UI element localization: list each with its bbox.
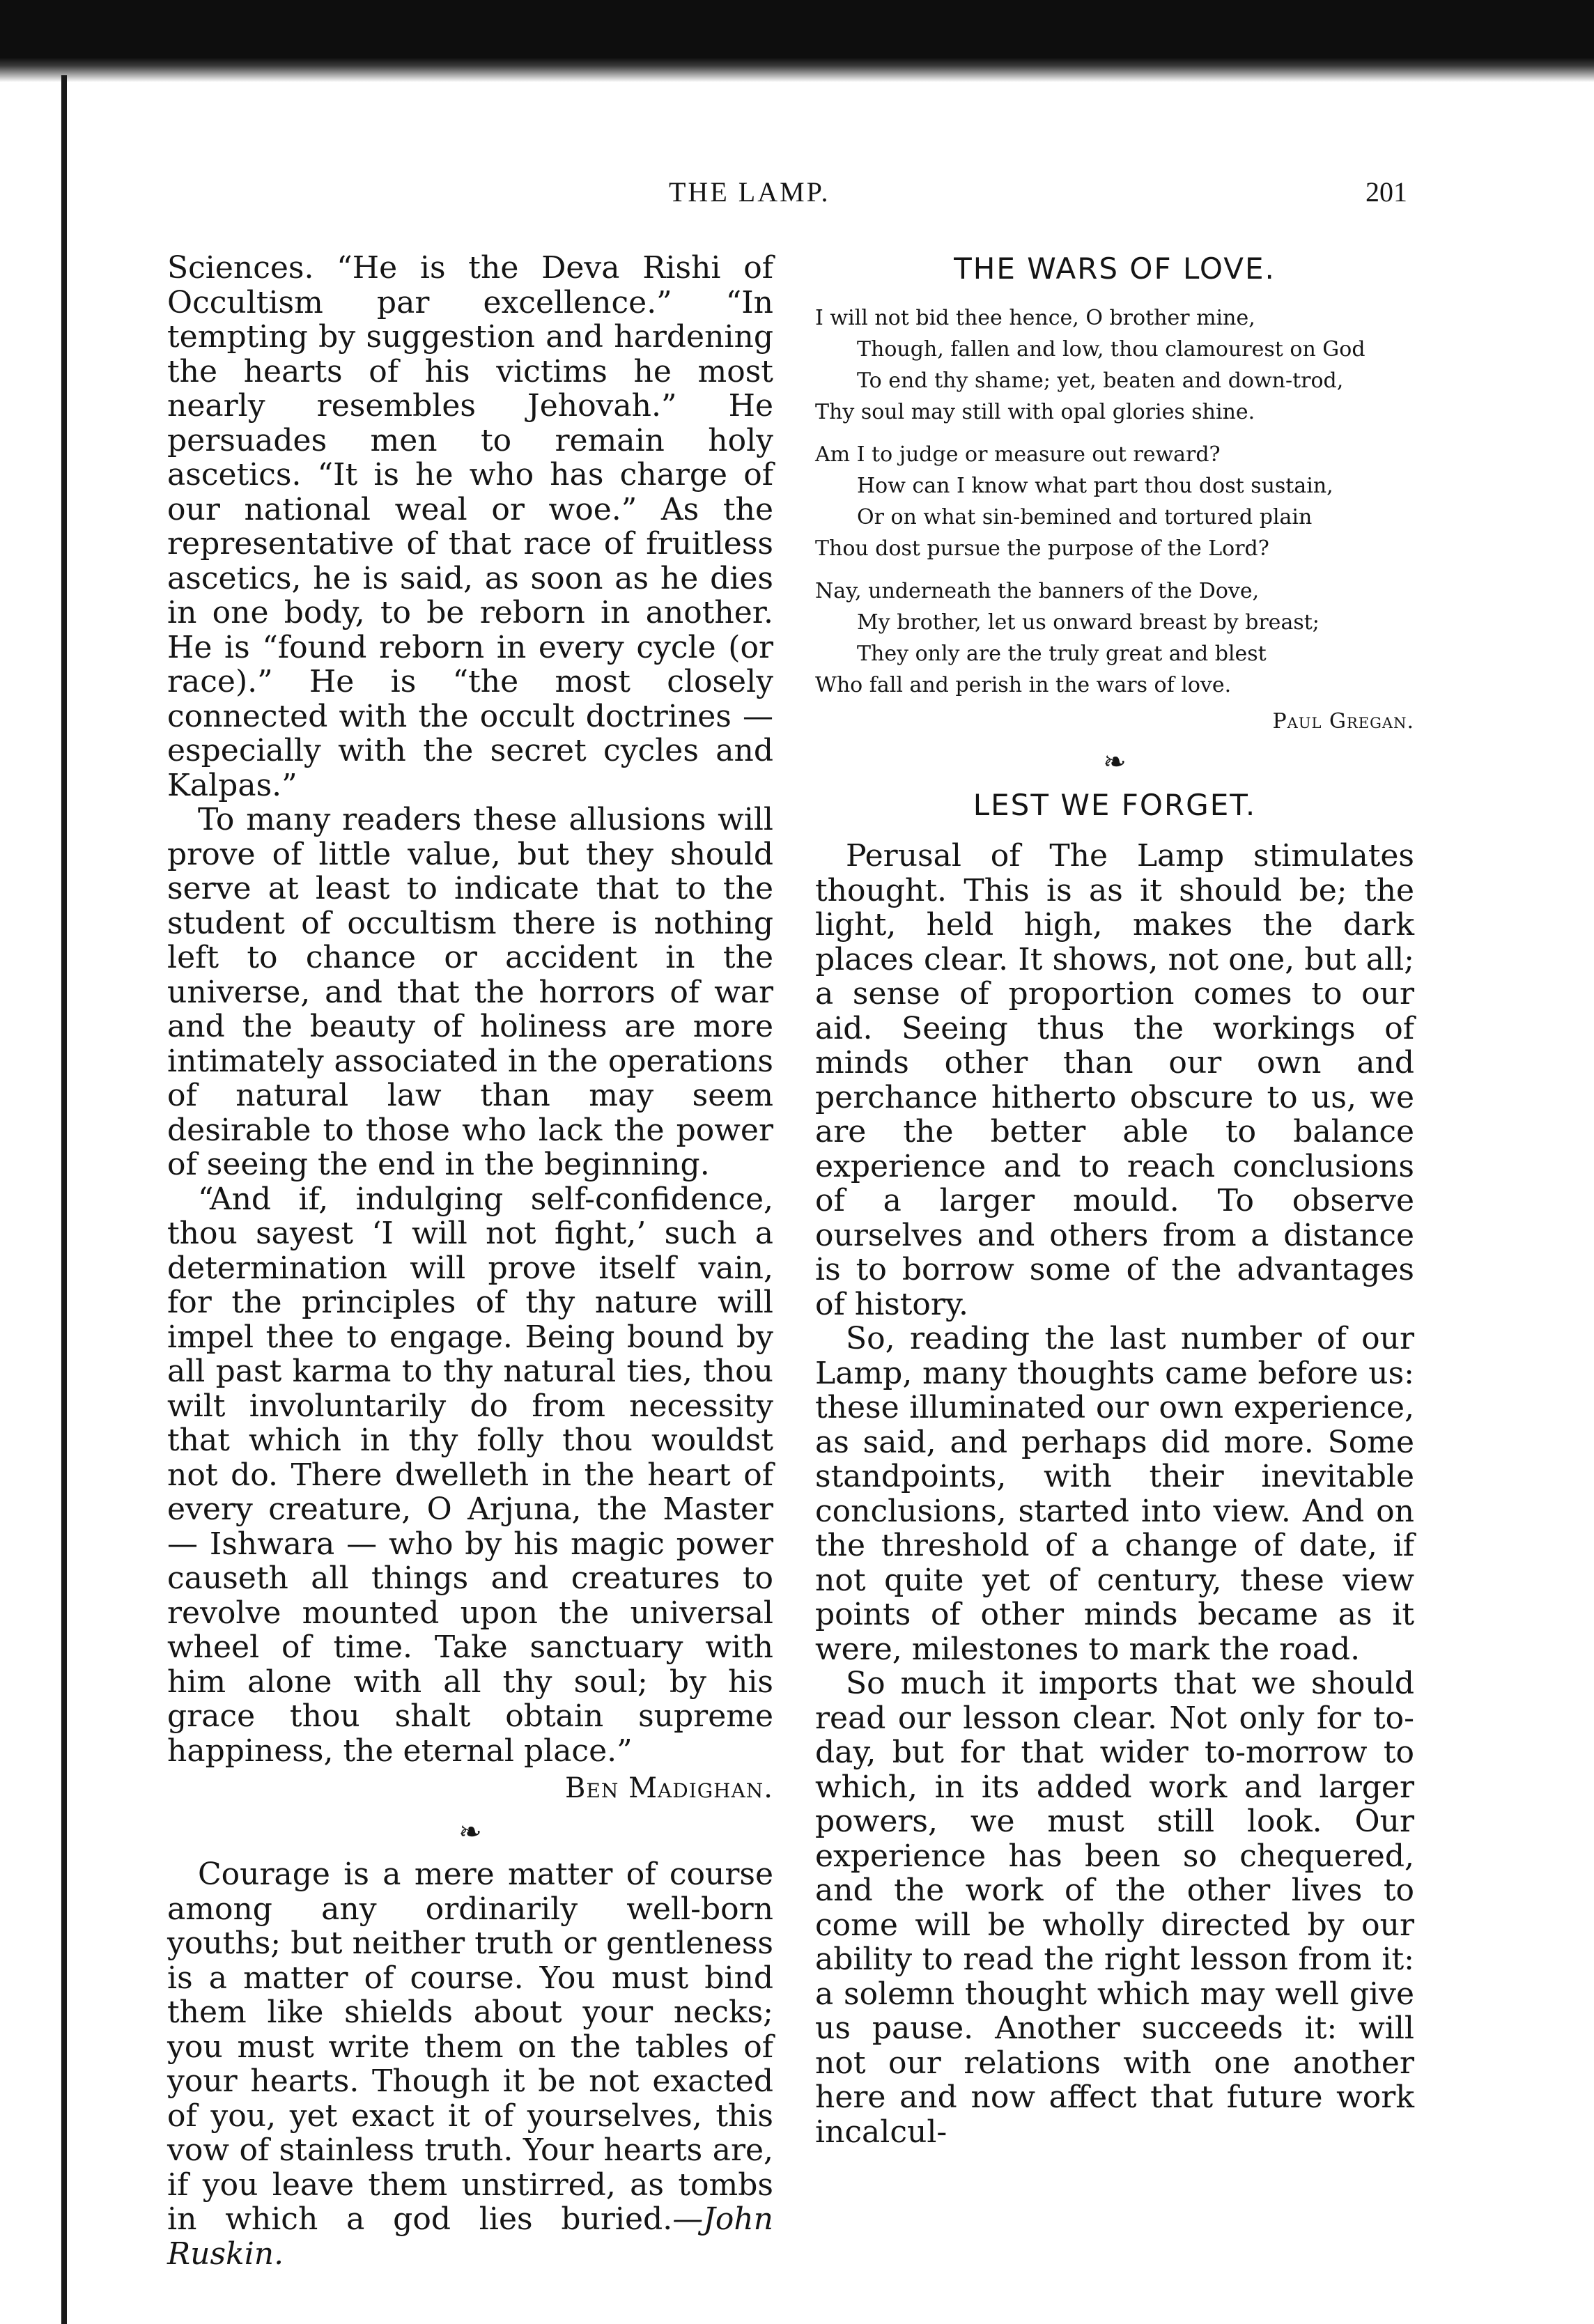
- ruskin-quote: [167, 1857, 773, 2271]
- poem-line: To end thy shame; yet, beaten and down-trod,: [857, 369, 1344, 393]
- poem-title: THE WARS OF LOVE.: [954, 251, 1276, 286]
- signature-paul-gregan: Paul Gregan.: [1272, 709, 1414, 734]
- poem-stanza: [815, 302, 1414, 428]
- ornament-icon: ❧: [1103, 746, 1127, 778]
- poem-line: I will not bid thee hence, O brother mine,: [815, 306, 1255, 330]
- ruskin-quote-text: Courage is a mere matter of course among any ordinarily well-born youths; but neither truth or gentleness is a matter of course. You must bind them like shields about your necks; you must write them on the tables of your hearts. Though it be not exacted of you, yet exact it of yourselves, this vow of stainless truth. Your hearts are, if you leave them unstirred, as tombs in which a god lies buried.: [167, 1857, 773, 2237]
- poem-stanza: [815, 439, 1414, 564]
- ornament-icon: ❧: [458, 1816, 482, 1848]
- poem-line: They only are the truly great and blest: [857, 642, 1267, 666]
- signature-ben-madighan: Ben Madighan.: [565, 1772, 773, 1804]
- page-number: 201: [1365, 176, 1407, 208]
- poem-line: Who fall and perish in the wars of love.: [815, 673, 1232, 697]
- article-title: LEST WE FORGET.: [973, 788, 1257, 822]
- poem-line: How can I know what part thou dost sustain,: [857, 474, 1333, 498]
- poem-line: My brother, let us onward breast by breast;: [857, 610, 1320, 635]
- left-paragraph: To many readers these allusions will prove of little value, but they should serve at least to indicate that to the student of occultism there is nothing left to chance or accident in the universe, and that the horrors of war and the beauty of holiness are more intimately associated in the operations of natural law than may seem desirable to those who lack the power of seeing the end in the beginning.: [167, 802, 773, 1182]
- poem-line: Thy soul may still with opal glories shine.: [815, 400, 1255, 424]
- article-paragraph: So, reading the last number of our Lamp, many thoughts came before us: these illuminated our own experience, as said, and perhaps did more. Some standpoints, with their inevitable conclusions, started into view. And on the threshold of a change of date, if not quite yet of century, these view points of other minds became as it were, milestones to mark the road.: [815, 1321, 1414, 1667]
- poem-line: Or on what sin-bemined and tortured plain: [857, 505, 1313, 529]
- poem-stanza: [815, 575, 1414, 701]
- running-head: THE LAMP.: [669, 176, 830, 208]
- left-column: [167, 251, 773, 2271]
- left-paragraph: Sciences. “He is the Deva Rishi of Occultism par excellence.” “In tempting by suggestion and hardening the hearts of his victims he most nearly resembles Jehovah.” He persuades men to remain holy ascetics. “It is he who has charge of our national weal or woe.” As the representative of that race of fruitless ascetics, he is said, as soon as he dies in one body, to be reborn in another. He is “found reborn in every cycle (or race).” He is “the most closely connected with the occult doctrines — especially with the secret cycles and Kalpas.”: [167, 250, 773, 803]
- poem-line: Nay, underneath the banners of the Dove,: [815, 579, 1260, 603]
- article-paragraph: Perusal of The Lamp stimulates thought. This is as it should be; the light, held high, makes the dark places clear. It shows, not one, but all; a sense of proportion comes to our aid. Seeing thus the workings of minds other than our own and perchance hitherto obscure to us, we are the better able to balance experience and to reach conclusions of a larger mould. To observe ourselves and others from a distance is to borrow some of the advantages of history.: [815, 838, 1414, 1322]
- poem-line: Though, fallen and low, thou clamourest on God: [857, 337, 1365, 362]
- article-paragraph: So much it imports that we should read our lesson clear. Not only for to-day, but for that wider to-morrow to which, in its added work and larger powers, we must still look. Our experience has been so chequered, and the work of the other lives to come will be wholly directed by our ability to read the right lesson from it: a solemn thought which may well give us pause. Another succeeds it: will not our relations with one another here and now affect that future work incalcul-: [815, 1666, 1414, 2150]
- right-column: [815, 251, 1414, 2149]
- left-paragraph: “And if, indulging self-confidence, thou sayest ‘I will not fight,’ such a determination will prove itself vain, for the principles of thy nature will impel thee to engage. Being bound by all past karma to thy natural ties, thou wilt involuntarily do from necessity that which in thy folly thou wouldst not do. There dwelleth in the heart of every creature, O Arjuna, the Master — Ishwara — who by his magic power causeth all things and creatures to revolve mounted upon the universal wheel of time. Take sanctuary with him alone with all thy soul; by his grace thou shalt obtain supreme happiness, the eternal place.”: [167, 1181, 773, 1769]
- poem-line: Am I to judge or measure out reward?: [815, 442, 1221, 467]
- page-left-margin-rule: [61, 75, 67, 2324]
- poem-wars-of-love: [815, 302, 1414, 736]
- page-top-edge: [0, 0, 1594, 82]
- ruskin-attribution: —John Ruskin.: [167, 2201, 773, 2272]
- poem-line: Thou dost pursue the purpose of the Lord?: [815, 536, 1269, 561]
